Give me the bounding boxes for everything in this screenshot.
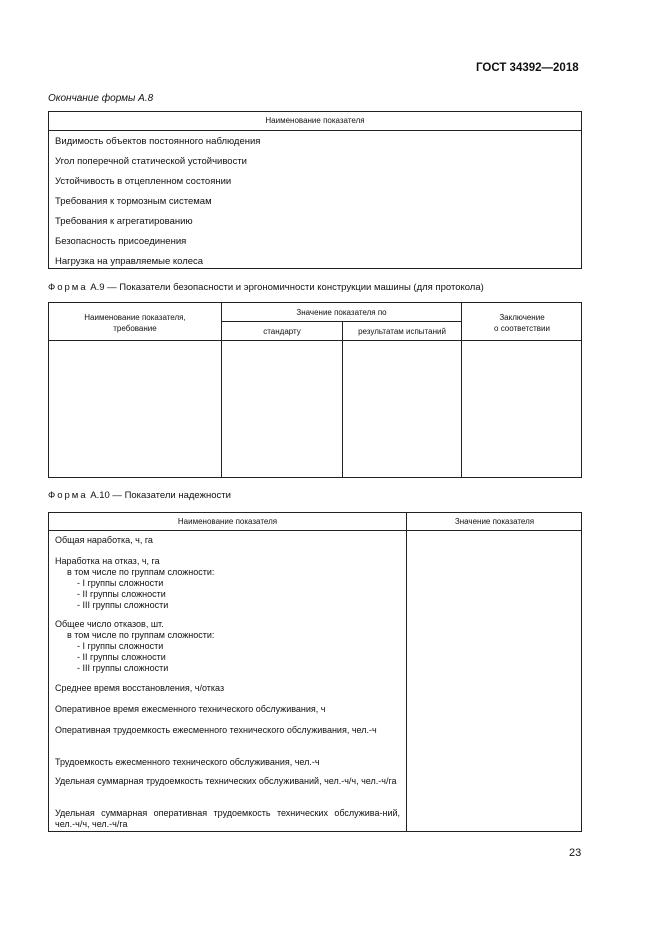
column-header-name: Наименование показателя bbox=[177, 517, 278, 526]
column-header-value: Значение показателя bbox=[454, 517, 535, 526]
table-header: Наименование показателя bbox=[49, 112, 581, 131]
list-item: Среднее время восстановления, ч/отказ bbox=[55, 683, 225, 693]
form-label: Форма bbox=[48, 282, 88, 293]
list-item: Общая наработка, ч, га bbox=[55, 535, 153, 545]
column-header-standard: стандарту bbox=[263, 327, 301, 336]
column-header-value: Значение показателя по bbox=[296, 308, 387, 317]
list-item: Оперативное время ежесменного технического обслуживания, ч bbox=[55, 704, 326, 714]
form-label: Форма bbox=[48, 490, 88, 501]
table-row: Устойчивость в отцепленном состоянии bbox=[55, 176, 232, 187]
form-a8-table bbox=[48, 111, 582, 269]
list-item: Трудоемкость ежесменного технического обслуживания, чел.-ч bbox=[55, 757, 320, 767]
table-row: Видимость объектов постоянного наблюдения bbox=[55, 136, 261, 147]
list-item: Общее число отказов, шт. в том числе по группам сложности: - I группы сложности - II группы сложности - III группы сложности bbox=[55, 619, 215, 673]
form-a9-table bbox=[48, 302, 582, 478]
column-header-results: результатам испытаний bbox=[358, 327, 446, 336]
column-header-name: Наименование показателя, требование bbox=[84, 313, 186, 333]
form-title-text: А.10 — Показатели надежности bbox=[90, 490, 231, 501]
table-row: Требования к тормозным системам bbox=[55, 196, 212, 207]
list-item: Удельная суммарная трудоемкость технических обслуживаний, чел.-ч/ч, чел.-ч/га bbox=[55, 776, 397, 786]
form-title-text: А.9 — Показатели безопасности и эргономичности конструкции машины (для протокола) bbox=[90, 282, 484, 293]
form-a10-table bbox=[48, 512, 582, 832]
form-a10-title bbox=[48, 490, 231, 501]
table-row: Безопасность присоединения bbox=[55, 236, 187, 247]
list-item: Наработка на отказ, ч, га в том числе по группам сложности: - I группы сложности - II группы сложности - III группы сложности bbox=[55, 556, 215, 610]
table-row: Нагрузка на управляемые колеса bbox=[55, 256, 204, 267]
standard-number: ГОСТ 34392—2018 bbox=[476, 62, 579, 74]
table-row: Требования к агрегатированию bbox=[55, 216, 193, 227]
list-item: Оперативная трудоемкость ежесменного технического обслуживания, чел.-ч bbox=[55, 725, 377, 735]
form-a8-caption: Окончание формы А.8 bbox=[48, 93, 154, 104]
column-header-conclusion: Заключение о соответствии bbox=[494, 313, 550, 333]
list-item: Удельная суммарная оперативная трудоемкость технических обслужива-ний, чел.-ч/ч, чел.-ч/га bbox=[55, 808, 400, 829]
form-a9-title bbox=[48, 282, 484, 293]
page-number: 23 bbox=[569, 847, 582, 859]
table-row: Угол поперечной статической устойчивости bbox=[55, 156, 247, 167]
